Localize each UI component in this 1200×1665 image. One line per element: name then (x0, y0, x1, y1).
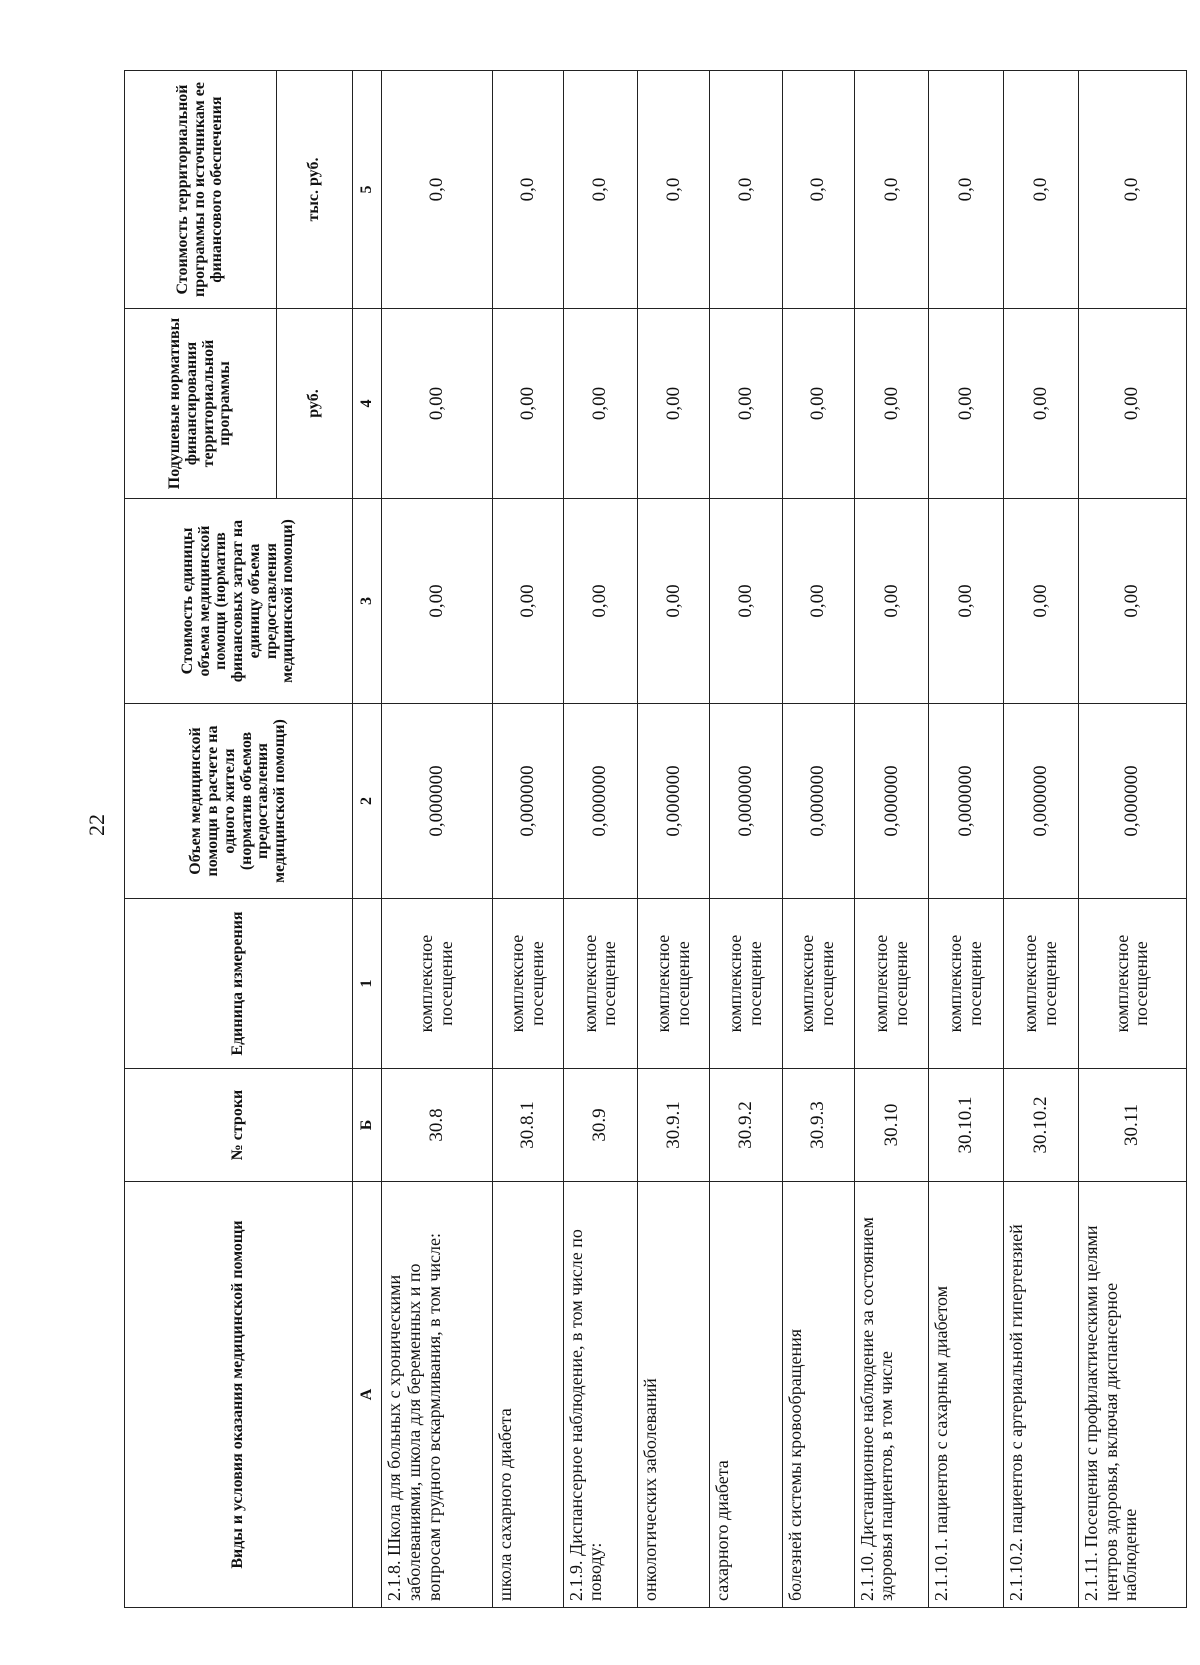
row-program-cost: 0,0 (929, 71, 1004, 309)
table-row (563, 71, 638, 1608)
row-per-capita: 0,00 (782, 309, 854, 499)
row-per-capita: 0,00 (1078, 309, 1186, 499)
column-number: 4 (353, 309, 382, 499)
row-unit-cost: 0,00 (563, 499, 638, 704)
column-number: Б (353, 1069, 382, 1182)
header-unit-4: руб. (277, 309, 353, 499)
row-unit-cost: 0,00 (710, 499, 782, 704)
row-program-cost: 0,0 (1078, 71, 1186, 309)
table-row (638, 71, 710, 1608)
row-unit: комплексное посещение (1004, 899, 1079, 1069)
row-unit-cost: 0,00 (492, 499, 563, 704)
row-unit: комплексное посещение (710, 899, 782, 1069)
header-col-a: Виды и условия оказания медицинской помощи (125, 1182, 353, 1608)
row-description: 2.1.10.2. пациентов с артериальной гипертензией (1004, 1182, 1079, 1608)
header-col-1: Единица измерения (125, 899, 353, 1069)
row-volume: 0,000000 (638, 704, 710, 899)
row-code: 30.9.2 (710, 1069, 782, 1182)
row-unit-cost: 0,00 (382, 499, 493, 704)
row-unit: комплексное посещение (492, 899, 563, 1069)
table-row (1004, 71, 1079, 1608)
row-description: сахарного диабета (710, 1182, 782, 1608)
row-per-capita: 0,00 (710, 309, 782, 499)
table-row (929, 71, 1004, 1608)
row-program-cost: 0,0 (563, 71, 638, 309)
header-col-5: Стоимость территориальной программы по источникам ее финансового обеспечения (125, 71, 277, 309)
row-description: школа сахарного диабета (492, 1182, 563, 1608)
row-unit-cost: 0,00 (1078, 499, 1186, 704)
row-per-capita: 0,00 (929, 309, 1004, 499)
row-volume: 0,000000 (563, 704, 638, 899)
row-program-cost: 0,0 (1004, 71, 1079, 309)
row-code: 30.9.1 (638, 1069, 710, 1182)
row-unit: комплексное посещение (782, 899, 854, 1069)
medical-care-table (124, 70, 1187, 1608)
table-row (1078, 71, 1186, 1608)
row-program-cost: 0,0 (492, 71, 563, 309)
row-code: 30.8 (382, 1069, 493, 1182)
rotated-table-container (124, 71, 1187, 1608)
header-col-3: Стоимость единицы объема медицинской помощи (норматив финансовых затрат на единицу объема предоставления медицинской помощи) (125, 499, 353, 704)
row-code: 30.9.3 (782, 1069, 854, 1182)
row-description: 2.1.11. Посещения с профилактическими целями центров здоровья, включая диспансерное наблюдение (1078, 1182, 1186, 1608)
header-unit-5: тыс. руб. (277, 71, 353, 309)
row-volume: 0,000000 (929, 704, 1004, 899)
row-volume: 0,000000 (382, 704, 493, 899)
table-row (710, 71, 782, 1608)
row-description: 2.1.10.1. пациентов с сахарным диабетом (929, 1182, 1004, 1608)
row-unit: комплексное посещение (854, 899, 929, 1069)
row-per-capita: 0,00 (382, 309, 493, 499)
row-per-capita: 0,00 (1004, 309, 1079, 499)
column-number: А (353, 1182, 382, 1608)
row-unit: комплексное посещение (638, 899, 710, 1069)
row-unit-cost: 0,00 (854, 499, 929, 704)
row-per-capita: 0,00 (638, 309, 710, 499)
row-unit-cost: 0,00 (929, 499, 1004, 704)
row-per-capita: 0,00 (563, 309, 638, 499)
row-code: 30.10.2 (1004, 1069, 1079, 1182)
row-per-capita: 0,00 (854, 309, 929, 499)
table-row (492, 71, 563, 1608)
header-col-2: Объем медицинской помощи в расчете на одного жителя (норматив объемов предоставления медицинской помощи) (125, 704, 353, 899)
row-code: 30.10 (854, 1069, 929, 1182)
row-unit: комплексное посещение (929, 899, 1004, 1069)
row-code: 30.10.1 (929, 1069, 1004, 1182)
column-numbering-row (353, 71, 382, 1608)
row-description: 2.1.8. Школа для больных с хроническими заболеваниями, школа для беременных и по вопросам грудного вскармливания, в том числе: (382, 1182, 493, 1608)
row-per-capita: 0,00 (492, 309, 563, 499)
header-col-b: № строки (125, 1069, 353, 1182)
row-code: 30.8.1 (492, 1069, 563, 1182)
column-number: 1 (353, 899, 382, 1069)
row-code: 30.11 (1078, 1069, 1186, 1182)
row-volume: 0,000000 (492, 704, 563, 899)
row-description: 2.1.9. Диспансерное наблюдение, в том числе по поводу: (563, 1182, 638, 1608)
row-volume: 0,000000 (854, 704, 929, 899)
column-number: 5 (353, 71, 382, 309)
row-volume: 0,000000 (782, 704, 854, 899)
row-program-cost: 0,0 (854, 71, 929, 309)
row-program-cost: 0,0 (638, 71, 710, 309)
row-description: болезней системы кровообращения (782, 1182, 854, 1608)
row-unit-cost: 0,00 (638, 499, 710, 704)
row-description: 2.1.10. Дистанционное наблюдение за состоянием здоровья пациентов, в том числе (854, 1182, 929, 1608)
row-unit: комплексное посещение (1078, 899, 1186, 1069)
row-volume: 0,000000 (1078, 704, 1186, 899)
row-program-cost: 0,0 (382, 71, 493, 309)
header-col-4: Подушевые нормативы финансирования территориальной программы (125, 309, 277, 499)
row-unit-cost: 0,00 (782, 499, 854, 704)
column-number: 3 (353, 499, 382, 704)
table-row (854, 71, 929, 1608)
page-number: 22 (84, 814, 109, 836)
row-volume: 0,000000 (710, 704, 782, 899)
row-program-cost: 0,0 (710, 71, 782, 309)
row-unit: комплексное посещение (563, 899, 638, 1069)
row-code: 30.9 (563, 1069, 638, 1182)
column-number: 2 (353, 704, 382, 899)
row-program-cost: 0,0 (782, 71, 854, 309)
table-row (382, 71, 493, 1608)
row-description: онкологических заболеваний (638, 1182, 710, 1608)
table-row (782, 71, 854, 1608)
row-volume: 0,000000 (1004, 704, 1079, 899)
row-unit: комплексное посещение (382, 899, 493, 1069)
header-row (125, 71, 277, 1608)
row-unit-cost: 0,00 (1004, 499, 1079, 704)
